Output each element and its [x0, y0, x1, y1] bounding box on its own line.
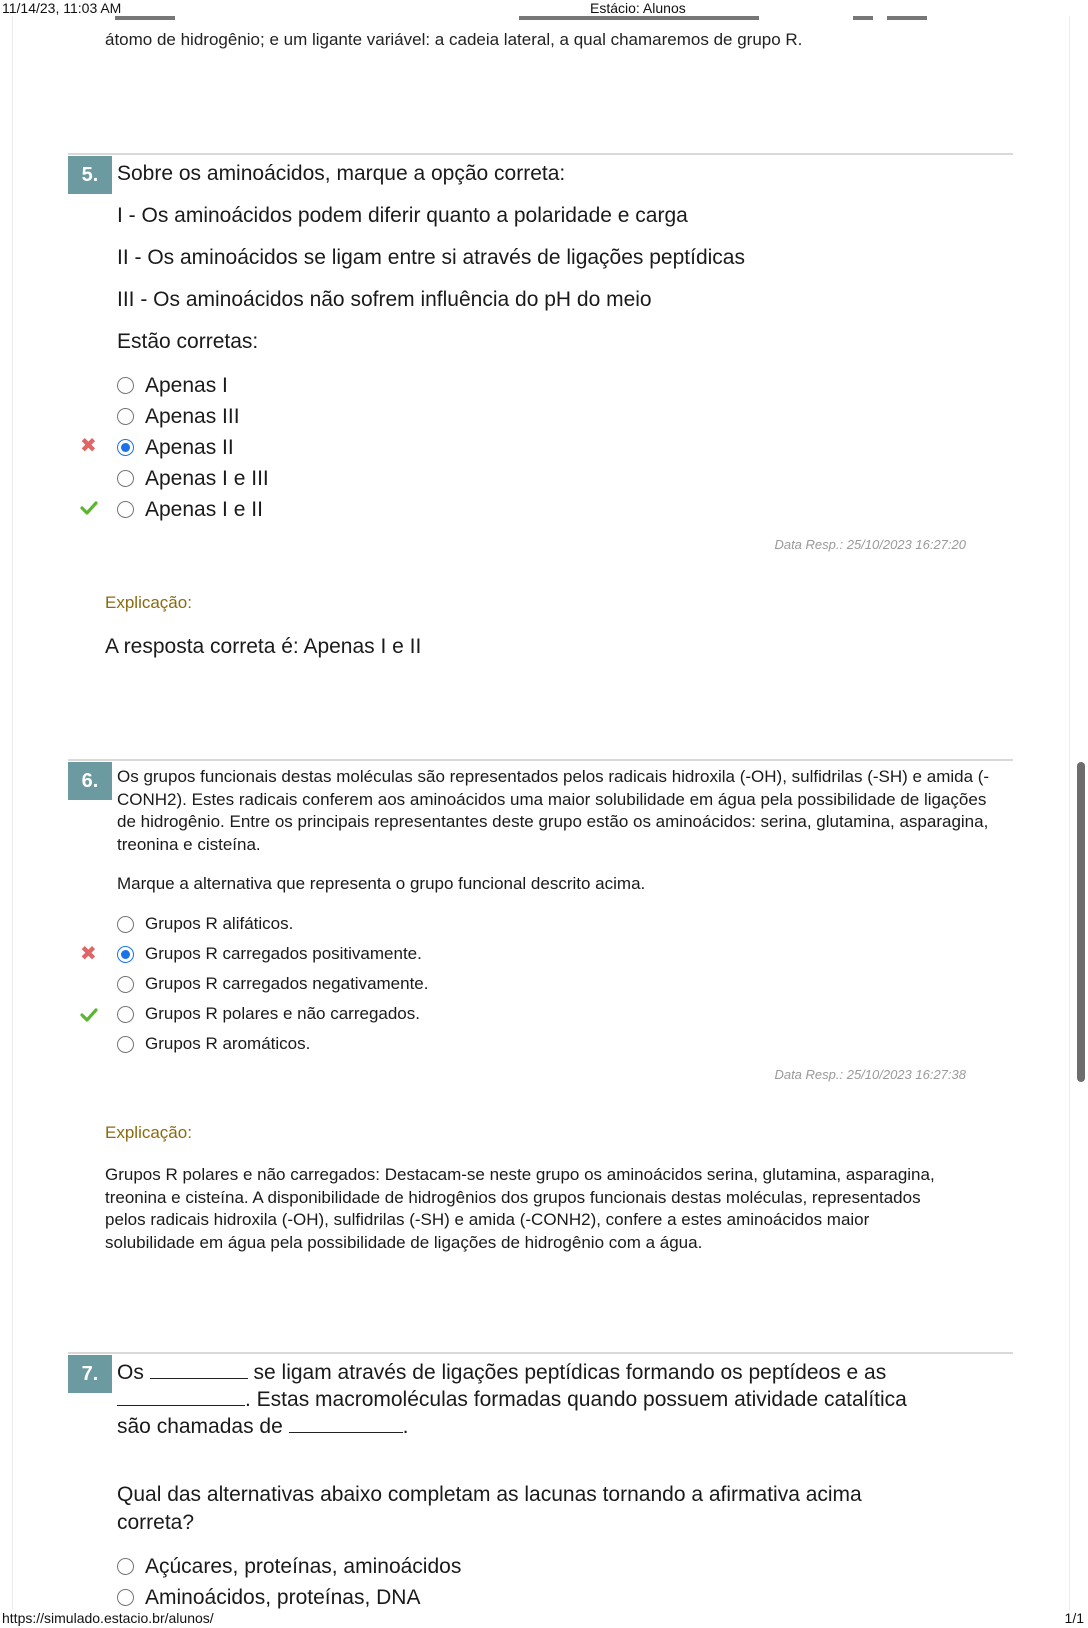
option-label: Apenas II — [145, 435, 234, 459]
response-date: Data Resp.: 25/10/2023 16:27:20 — [774, 537, 966, 552]
radio-button[interactable] — [117, 1558, 134, 1575]
statement-1: I - Os aminoácidos podem diferir quanto a polaridade e carga — [117, 204, 688, 227]
correct-answer-check-icon — [80, 1007, 98, 1025]
question-body — [80, 160, 1007, 525]
options-list — [80, 370, 1007, 525]
radio-button-selected[interactable] — [117, 439, 134, 456]
option-label: Apenas III — [145, 404, 240, 428]
radio-button[interactable] — [117, 1006, 134, 1023]
question-instruction: Marque a alternativa que representa o grupo funcional descrito acima. — [117, 874, 646, 893]
radio-button[interactable] — [117, 1589, 134, 1606]
option-label: Apenas I — [145, 373, 228, 397]
prompt-part-3: . Estas macromoléculas formadas quando possuem atividade catalítica são chamadas de — [117, 1388, 907, 1438]
option-label: Açúcares, proteínas, aminoácidos — [145, 1554, 462, 1578]
wrong-answer-icon: ✖ — [80, 942, 97, 965]
question-body — [117, 1358, 937, 1613]
blank-1 — [150, 1358, 248, 1379]
option-1[interactable] — [117, 910, 1007, 940]
radio-button[interactable] — [117, 501, 134, 518]
option-label: Grupos R polares e não carregados. — [145, 1004, 420, 1024]
question-divider — [68, 759, 1013, 761]
prompt-part-4: . — [402, 1415, 409, 1438]
scrollbar[interactable] — [1077, 762, 1085, 1082]
blank-3 — [289, 1412, 403, 1433]
option-label: Grupos R alifáticos. — [145, 914, 294, 934]
option-2[interactable] — [117, 1582, 937, 1613]
print-date: 11/14/23, 11:03 AM — [2, 0, 122, 16]
option-4[interactable] — [117, 1000, 1007, 1030]
option-5[interactable] — [117, 494, 1007, 525]
option-3[interactable] — [117, 970, 1007, 1000]
question-body — [80, 766, 1007, 1060]
option-label: Aminoácidos, proteínas, DNA — [145, 1585, 421, 1609]
question-number: 5. — [68, 156, 112, 194]
option-label: Grupos R carregados negativamente. — [145, 974, 429, 994]
question-number: 6. — [68, 762, 112, 800]
radio-button[interactable] — [117, 470, 134, 487]
radio-button[interactable] — [117, 976, 134, 993]
question-divider — [68, 1352, 1013, 1354]
radio-button[interactable] — [117, 377, 134, 394]
prompt-part-2: se ligam através de ligações peptídicas formando os peptídeos e as — [253, 1361, 887, 1384]
blank-2 — [117, 1385, 245, 1406]
radio-button-selected[interactable] — [117, 946, 134, 963]
radio-button[interactable] — [117, 916, 134, 933]
prompt-part-1: Os — [117, 1361, 144, 1384]
option-label: Apenas I e II — [145, 497, 263, 521]
previous-explanation-text: átomo de hidrogênio; e um ligante variável: a cadeia lateral, a qual chamaremos de grupo R. — [105, 30, 803, 49]
radio-button[interactable] — [117, 408, 134, 425]
print-url[interactable]: https://simulado.estacio.br/alunos/ — [2, 1610, 214, 1626]
question-prompt: Sobre os aminoácidos, marque a opção correta: — [117, 162, 566, 185]
correct-answer-check-icon — [80, 500, 98, 518]
print-page-number: 1/1 — [1064, 1610, 1084, 1626]
option-3[interactable] — [80, 432, 1007, 463]
explanation-text: A resposta correta é: Apenas I e II — [105, 635, 422, 658]
print-header — [0, 0, 1088, 16]
response-date: Data Resp.: 25/10/2023 16:27:38 — [774, 1067, 966, 1082]
option-1[interactable] — [117, 370, 1007, 401]
print-title: Estácio: Alunos — [590, 0, 686, 16]
option-4[interactable] — [117, 463, 1007, 494]
options-list — [117, 1551, 937, 1613]
statement-2: II - Os aminoácidos se ligam entre si através de ligações peptídicas — [117, 246, 745, 269]
explanation-text: Grupos R polares e não carregados: Destacam-se neste grupo os aminoácidos serina, glutamina, asparagina, treonina e cisteína. A disponibilidade de hidrogênios dos grupos funcionais destas moléculas, representados pelos radicais hidroxila (-OH), sulfidrilas (-SH) e amida (-CONH2), confere a estes aminoácidos maior solubilidade em água pela possibilidade de ligações de hidrogênio com a água. — [105, 1165, 935, 1252]
question-text: Qual das alternativas abaixo completam as lacunas tornando a afirmativa acima correta? — [117, 1483, 862, 1534]
question-number: 7. — [68, 1355, 112, 1393]
statement-3: III - Os aminoácidos não sofrem influência do pH do meio — [117, 288, 652, 311]
previous-text-cut — [105, 16, 955, 22]
statement-4: Estão corretas: — [117, 330, 259, 353]
option-5[interactable] — [117, 1030, 1007, 1060]
option-label: Grupos R carregados positivamente. — [145, 944, 422, 964]
explanation-label: Explicação: — [105, 1123, 192, 1142]
wrong-answer-icon: ✖ — [80, 435, 97, 457]
explanation-label: Explicação: — [105, 593, 192, 612]
question-prompt — [117, 1358, 937, 1439]
radio-button[interactable] — [117, 1036, 134, 1053]
options-list — [80, 910, 1007, 1060]
option-2[interactable] — [80, 940, 1007, 970]
question-prompt: Os grupos funcionais destas moléculas são representados pelos radicais hidroxila (-OH), sulfidrilas (-SH) e amida (-CONH2). Estes radicais conferem aos aminoácidos uma maior solubilidade em água pela possibilidade de ligações de hidrogênio. Entre os principais representantes deste grupo estão os aminoácidos: serina, glutamina, asparagina, treonina e cisteína. — [117, 767, 990, 854]
option-2[interactable] — [117, 401, 1007, 432]
option-1[interactable] — [117, 1551, 937, 1582]
print-footer — [0, 1610, 1088, 1628]
option-label: Grupos R aromáticos. — [145, 1034, 311, 1054]
option-label: Apenas I e III — [145, 466, 269, 490]
question-divider — [68, 153, 1013, 155]
